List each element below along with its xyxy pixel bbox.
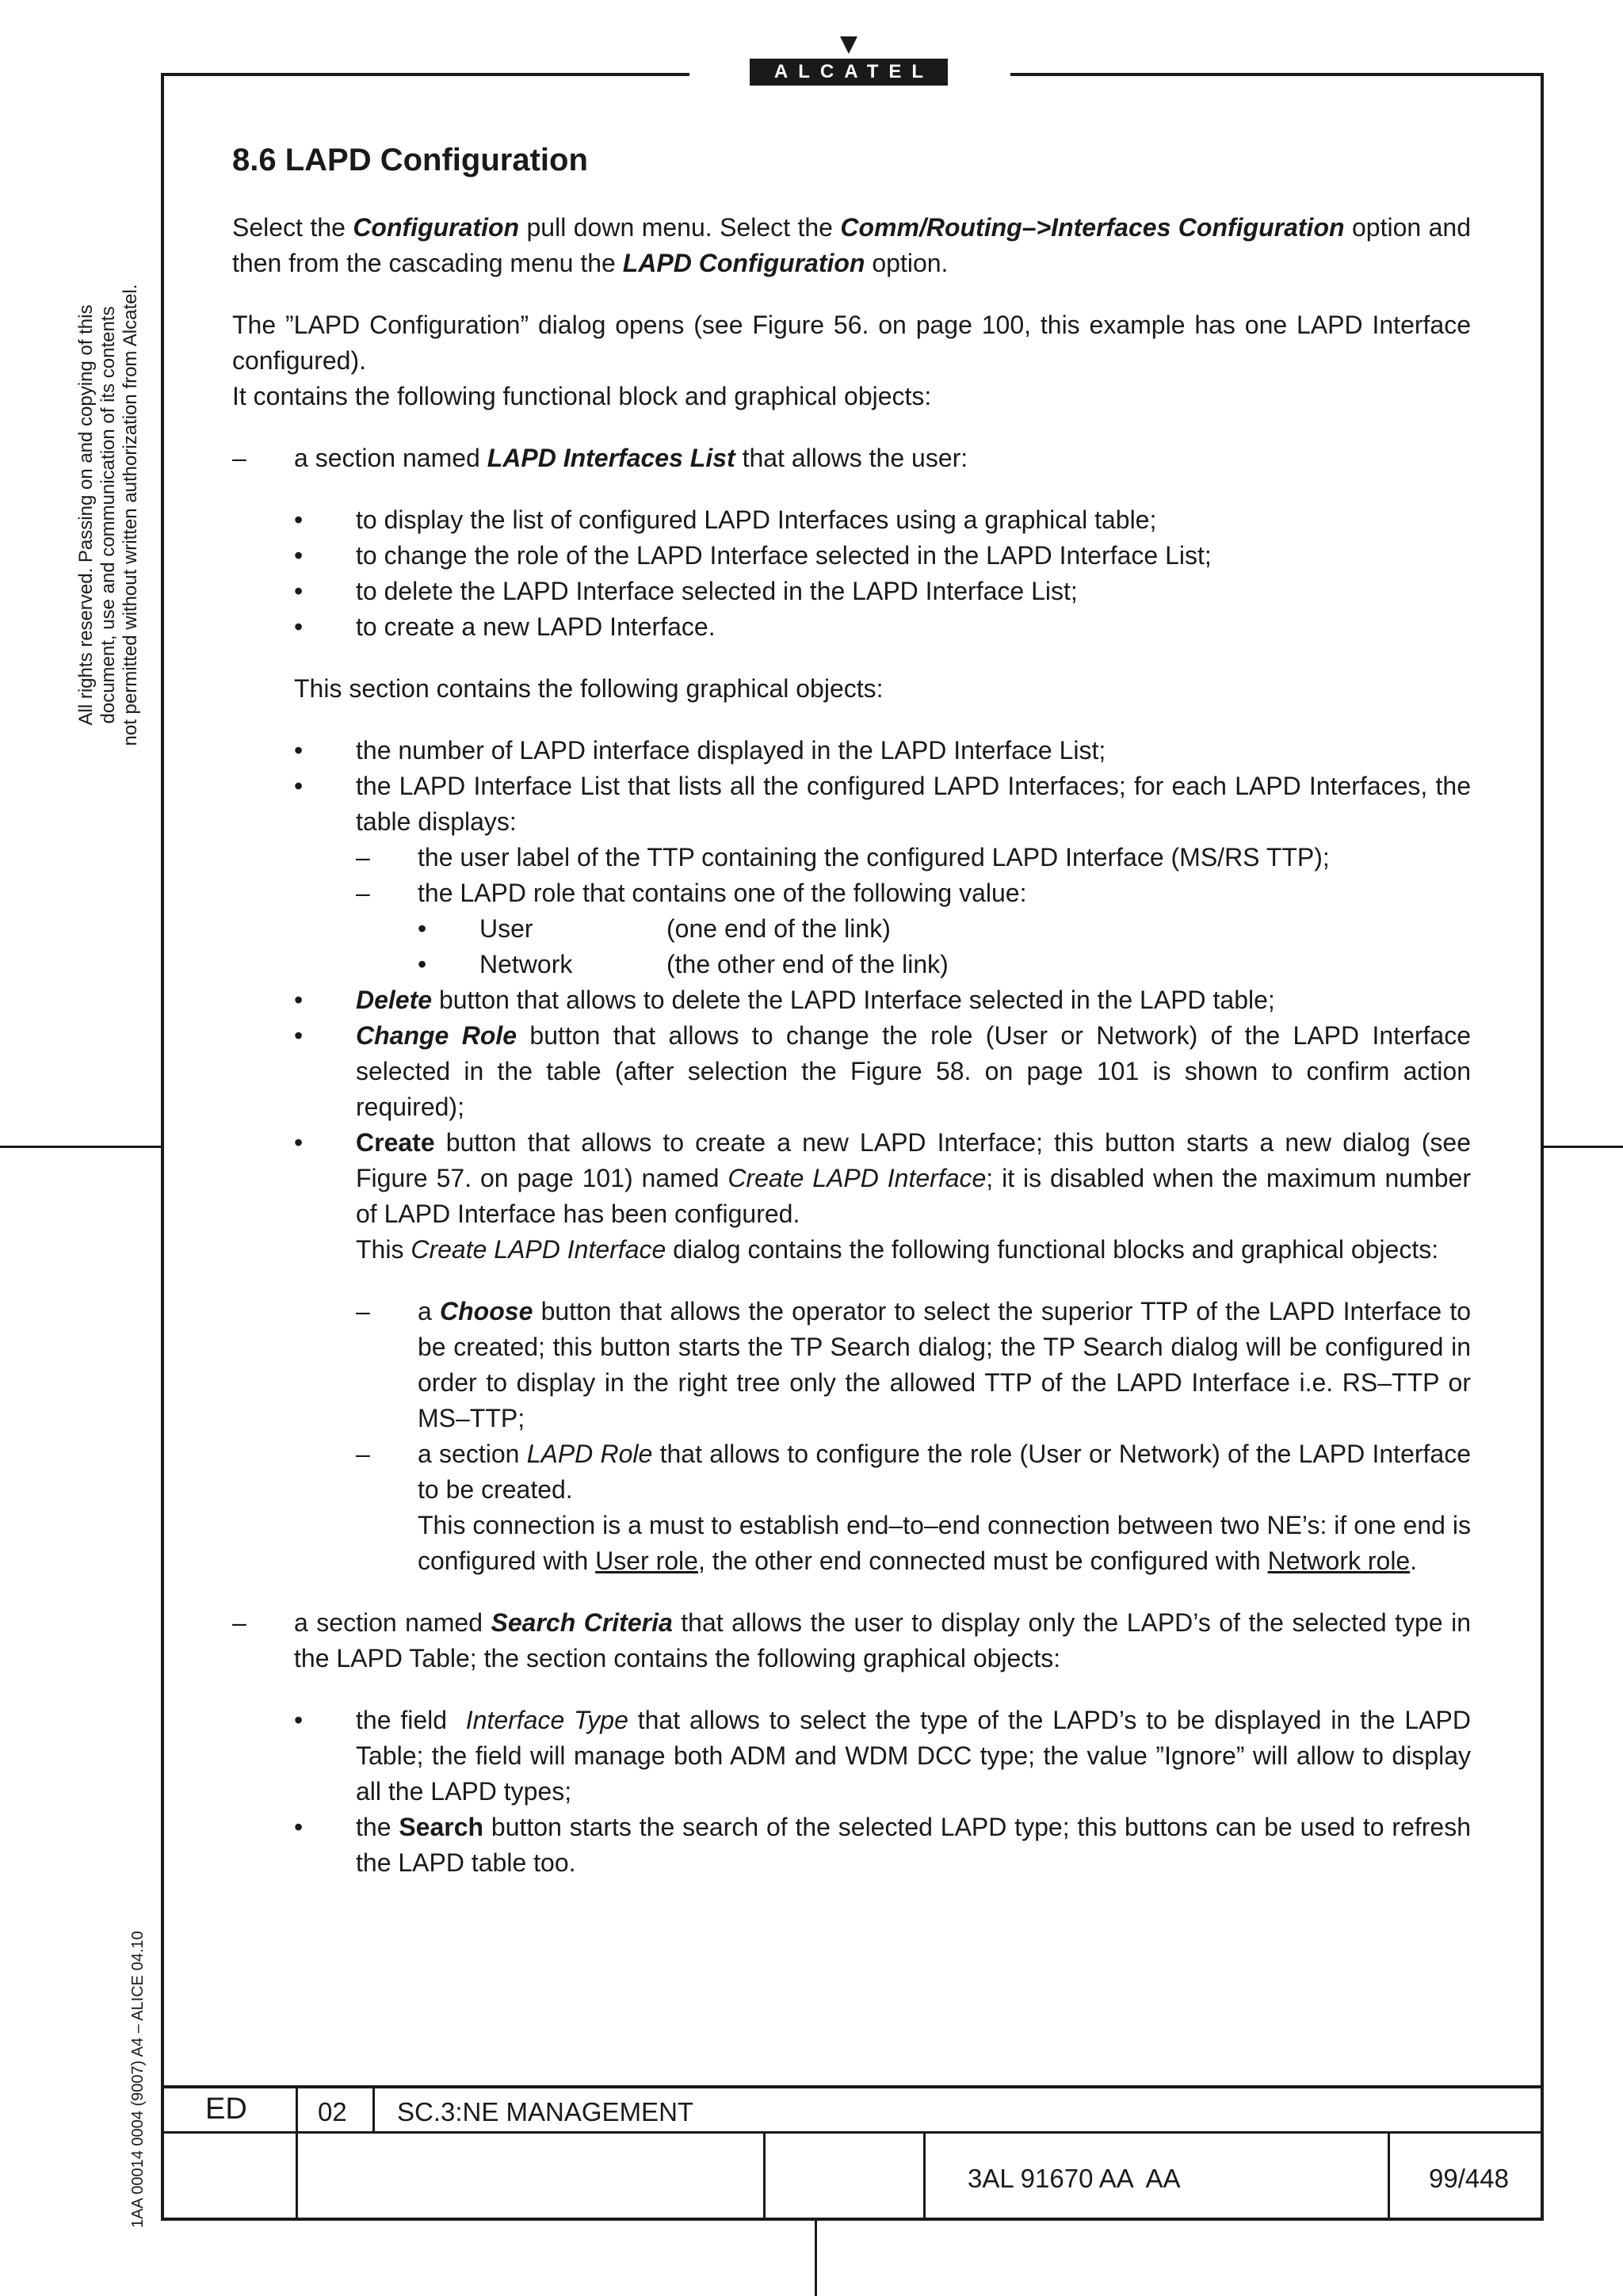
list-item-role-network [232, 947, 1471, 982]
logo-wordmark: ALCATEL [750, 59, 948, 86]
text: that allows to configure the role (User or Network) of the LAPD Interface to be created. [418, 1440, 1472, 1504]
fold-mark-bottom [815, 2221, 817, 2296]
dialog-paragraph: The ”LAPD Configuration” dialog opens (see Figure 56. on page 100, this example has one LAPD Interface configured). [232, 311, 1471, 375]
bullet-marker: • [294, 1706, 304, 1734]
button-name: Delete [356, 986, 433, 1014]
list-item [232, 733, 1471, 769]
dash-marker: – [356, 1440, 370, 1468]
text: the user label of the TTP containing the configured LAPD Interface (MS/RS TTP); [418, 843, 1330, 871]
text: button starts the search of the selected LAPD type; this buttons can be used to refresh the LAPD table too. [356, 1813, 1472, 1877]
dialog-name: Create LAPD Interface [727, 1164, 987, 1192]
dash-marker: – [356, 843, 370, 871]
footer-col-divider [296, 2088, 298, 2221]
underlined-term: Network role [1267, 1547, 1411, 1575]
list-item-delete [232, 982, 1471, 1018]
text: option. [865, 249, 949, 277]
underlined-term: User role [595, 1547, 698, 1575]
intro-paragraph [232, 210, 1471, 281]
logo-triangle-icon [840, 36, 857, 54]
footer-col-divider [1388, 2131, 1390, 2221]
text: button that allows to change the role (User or Network) of the LAPD Interface selected in the table (after selection the Figure 58. on page 101 is shown to confirm action required); [356, 1021, 1472, 1121]
create-dialog-paragraph [232, 1232, 1471, 1268]
bullet-marker: • [294, 505, 304, 534]
text: the [356, 1813, 399, 1841]
text: button that allows the operator to select the superior TTP of the LAPD Interface to be created; this button starts the TP Search dialog; the TP Search dialog will be configured in order to display in the right tree only the allowed TTP of the LAPD Interface i.e. RS–TTP or MS–TTP; [418, 1297, 1472, 1432]
button-name: Search [399, 1813, 484, 1841]
dash-marker: – [356, 879, 370, 907]
list-item-create [232, 1125, 1471, 1232]
text: ; it is disabled when the maximum number of LAPD Interface has been configured. [356, 1164, 1472, 1228]
role-term: User [479, 914, 533, 943]
text: This connection is a must to establish end–to–end connection between two NE’s: if one end is configured with [418, 1511, 1471, 1575]
bullet-marker: • [294, 1813, 304, 1841]
role-term: Network [479, 950, 573, 978]
footer-col-divider [923, 2131, 926, 2221]
list-item-role-user [232, 911, 1471, 947]
contains-paragraph: It contains the following functional block and graphical objects: [232, 382, 932, 410]
bullet-marker: • [418, 914, 427, 943]
frame-top-rule-right [1010, 73, 1544, 76]
page-body [232, 143, 1471, 1881]
list-item-search-criteria [232, 1605, 1471, 1676]
copyright-notice [75, 238, 142, 792]
list-item-lapd-interfaces-list [232, 441, 1471, 476]
edition-value: 02 [318, 2097, 347, 2126]
bullet-marker: • [418, 950, 427, 978]
text: dialog contains the following functional blocks and graphical objects: [666, 1235, 1439, 1264]
dash-marker: – [356, 1297, 370, 1325]
frame-top-rule-left [161, 73, 689, 76]
section-heading: 8.6 LAPD Configuration [232, 143, 588, 177]
text: button that allows to delete the LAPD Interface selected in the LAPD table; [432, 986, 1275, 1014]
frame-left-rule [161, 73, 164, 2221]
list-item [232, 538, 1471, 574]
text: a [418, 1297, 441, 1325]
bullet-marker: • [294, 1128, 304, 1157]
section-name: Search Criteria [491, 1608, 673, 1637]
text: that allows the user: [735, 444, 968, 472]
dialog-name: Create LAPD Interface [411, 1235, 666, 1264]
text: pull down menu. Select the [519, 213, 841, 242]
footer-table [161, 2085, 1544, 2221]
text: This [356, 1235, 411, 1264]
alcatel-logo [750, 36, 948, 86]
list-item-change-role [232, 1018, 1471, 1125]
role-desc: (the other end of the link) [666, 950, 949, 978]
document-number: 3AL 91670 AA AA [968, 2164, 1181, 2193]
text: a section named [294, 1608, 491, 1637]
menu-option: LAPD Configuration [622, 249, 865, 277]
text: . [1410, 1547, 1418, 1575]
copyright-line: not permitted without written authorization from Alcatel. [120, 284, 141, 746]
bullet-marker: • [294, 612, 304, 641]
text: to change the role of the LAPD Interface selected in the LAPD Interface List; [356, 541, 1212, 570]
menu-path: Comm/Routing–>Interfaces Configuration [840, 213, 1345, 242]
button-name: Create [356, 1128, 435, 1157]
text: the LAPD role that contains one of the following value: [418, 879, 1027, 907]
text: to display the list of configured LAPD Interfaces using a graphical table; [356, 505, 1157, 534]
list-item [232, 609, 1471, 645]
list-item [232, 769, 1471, 840]
role-desc: (one end of the link) [666, 914, 891, 943]
edition-label: ED [205, 2092, 247, 2126]
list-item-lapd-role [232, 1436, 1471, 1508]
fold-mark-right [1544, 1146, 1623, 1148]
text: that allows the user to display only the LAPD’s of the selected type in the LAPD Table; the section contains the following graphical objects: [294, 1608, 1472, 1672]
list-item-choose [232, 1294, 1471, 1436]
bullet-marker: • [294, 986, 304, 1014]
text: a section named [294, 444, 487, 472]
text: to delete the LAPD Interface selected in the LAPD Interface List; [356, 577, 1078, 605]
text: that allows to select the type of the LAPD’s to be displayed in the LAPD Table; the field will manage both ADM and WDM DCC type; the value ”Ignore” will allow to display all the LAPD types; [356, 1706, 1472, 1806]
list-item-interface-type [232, 1703, 1471, 1810]
list-item [232, 875, 1471, 911]
bullet-marker: • [294, 577, 304, 605]
section-contains-lead: This section contains the following graphical objects: [294, 674, 884, 703]
text: the LAPD Interface List that lists all the configured LAPD Interfaces; for each LAPD Interfaces, the table displays: [356, 772, 1471, 836]
text: , the other end connected must be configured with [697, 1547, 1268, 1575]
button-name: Change Role [356, 1021, 517, 1050]
page-number: 99/448 [1429, 2164, 1509, 2193]
bullet-marker: • [294, 541, 304, 570]
footer-col-divider [763, 2131, 766, 2221]
text: option and then from the cascading menu the [232, 213, 1472, 277]
section-title: SC.3:NE MANAGEMENT [397, 2097, 694, 2126]
list-item [232, 502, 1471, 538]
text: the number of LAPD interface displayed in the LAPD Interface List; [356, 736, 1106, 765]
dash-marker: – [232, 1608, 246, 1637]
list-item [232, 574, 1471, 609]
dash-marker: – [232, 444, 246, 472]
menu-name: Configuration [353, 213, 520, 242]
field-name: Interface Type [465, 1706, 628, 1734]
bullet-marker: • [294, 1021, 304, 1050]
copyright-line: All rights reserved. Passing on and copying of this [75, 304, 97, 726]
section-name: LAPD Role [526, 1440, 653, 1468]
footer-col-divider [372, 2088, 375, 2131]
text: a section [418, 1440, 527, 1468]
text: button that allows to create a new LAPD Interface; this button starts a new dialog (see Figure 57. on page 101) named [356, 1128, 1471, 1192]
fold-mark-left [0, 1146, 161, 1148]
section-name: LAPD Interfaces List [487, 444, 735, 472]
text: Select the [232, 213, 353, 242]
document-code: 1AA 00014 0004 (9007) A4 – ALICE 04.10 [129, 1931, 147, 2228]
text: the field [356, 1706, 466, 1734]
bullet-marker: • [294, 736, 304, 765]
copyright-line: document, use and communication of its contents [97, 306, 119, 724]
connection-paragraph [232, 1508, 1471, 1579]
list-item [232, 840, 1471, 875]
footer-row-divider [161, 2131, 1544, 2134]
text: to create a new LAPD Interface. [356, 612, 716, 641]
list-item-search [232, 1810, 1471, 1881]
bullet-marker: • [294, 772, 304, 800]
button-name: Choose [440, 1297, 533, 1325]
